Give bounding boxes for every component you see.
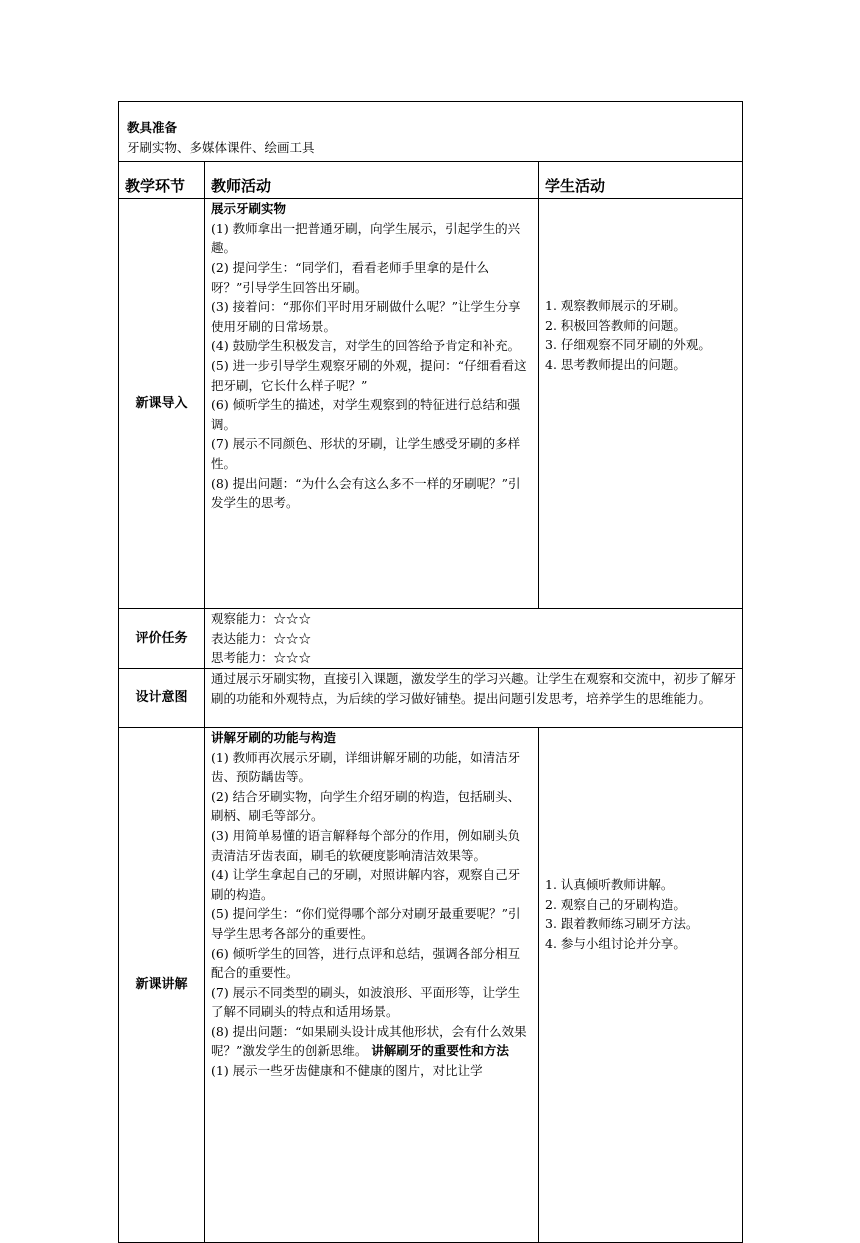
design-text: 通过展示牙刷实物，直接引入课题，激发学生的学习兴趣。让学生在观察和交流中，初步了解牙刷的功能和外观特点，为后续的学习做好铺垫。提出问题引发思考，培养学生的思维能力。 [211, 670, 737, 706]
lecture-teacher-item: (2) 结合牙刷实物，向学生介绍牙刷的构造，包括刷头、刷柄、刷毛等部分。 [211, 788, 521, 824]
lecture-label: 新课讲解 [119, 727, 205, 1242]
lecture-teacher-item: (4) 让学生拿起自己的牙刷，对照讲解内容，观察自己牙刷的构造。 [211, 867, 521, 902]
intro-teacher-item: (4) 鼓励学生积极发言，对学生的回答给予肯定和补充。 [211, 338, 521, 354]
design-cell [205, 668, 743, 727]
evaluation-cell [205, 609, 743, 669]
evaluation-row [119, 609, 743, 669]
intro-row [119, 199, 743, 609]
intro-teacher-item: (8) 提出问题：“为什么会有这么多不一样的牙刷呢？”引发学生的思考。 [211, 475, 521, 511]
header-row [119, 162, 743, 199]
intro-teacher-item: (6) 倾听学生的描述，对学生观察到的特征进行总结和强调。 [211, 397, 521, 432]
preparation-cell [119, 102, 743, 162]
intro-student-item: 2. 积极回答教师的问题。 [545, 317, 686, 333]
lecture-teacher-item: (6) 倾听学生的回答，进行点评和总结，强调各部分相互配合的重要性。 [211, 945, 521, 981]
design-row [119, 668, 743, 727]
intro-teacher-item: (1) 教师拿出一把普通牙刷，向学生展示，引起学生的兴趣。 [211, 220, 521, 256]
intro-student-item: 1. 观察教师展示的牙刷。 [545, 298, 686, 314]
intro-teacher-item: (5) 进一步引导学生观察牙刷的外观，提问：“仔细看看这把牙刷，它长什么样子呢？” [211, 357, 527, 393]
intro-teacher-cell [205, 199, 539, 609]
lecture-student-item: 1. 认真倾听教师讲解。 [545, 876, 674, 892]
intro-student-cell [539, 199, 743, 609]
evaluation-label: 评价任务 [119, 609, 205, 669]
intro-student-item: 4. 思考教师提出的问题。 [545, 356, 686, 372]
evaluation-item: 思考能力：☆☆☆ [211, 650, 312, 666]
lecture-student-cell [539, 727, 743, 1242]
lecture-teacher-cell [205, 727, 539, 1242]
intro-student-item: 3. 仔细观察不同牙刷的外观。 [545, 337, 711, 353]
lecture-student-item: 4. 参与小组讨论并分享。 [545, 935, 686, 951]
lecture-student-item: 2. 观察自己的牙刷构造。 [545, 896, 686, 912]
preparation-content: 牙刷实物、多媒体课件、绘画工具 [127, 139, 315, 155]
lecture-student-item: 3. 跟着教师练习刷牙方法。 [545, 916, 699, 932]
lecture-teacher-title: 讲解牙刷的功能与构造 [211, 729, 337, 745]
lecture-row [119, 727, 743, 1242]
evaluation-item: 表达能力：☆☆☆ [211, 630, 312, 646]
lecture-teacher-item: (1) 教师再次展示牙刷，详细讲解牙刷的功能，如清洁牙齿、预防龋齿等。 [211, 749, 521, 785]
preparation-title: 教具准备 [127, 120, 178, 135]
lecture-teacher-item: (1) 展示一些牙齿健康和不健康的图片，对比让学 [211, 1063, 483, 1079]
header-stage: 教学环节 [119, 162, 205, 199]
lesson-plan-table [118, 101, 743, 1243]
lecture-teacher-item: (8) 提出问题：“如果刷头设计成其他形状，会有什么效果呢？”激发学生的创新思维。 [211, 1023, 527, 1059]
lesson-plan-page [118, 101, 742, 1243]
evaluation-item: 观察能力：☆☆☆ [211, 611, 312, 627]
design-label: 设计意图 [119, 668, 205, 727]
lecture-teacher-item: (3) 用简单易懂的语言解释每个部分的作用，例如刷头负责清洁牙齿表面，刷毛的软硬度影响清洁效果等。 [211, 827, 521, 863]
lecture-teacher-item: (5) 提问学生：“你们觉得哪个部分对刷牙最重要呢？”引导学生思考各部分的重要性。 [211, 906, 521, 941]
header-student: 学生活动 [539, 162, 743, 199]
intro-teacher-title: 展示牙刷实物 [211, 201, 287, 217]
intro-teacher-item: (3) 接着问：“那你们平时用牙刷做什么呢？”让学生分享使用牙刷的日常场景。 [211, 299, 521, 334]
lecture-teacher-item: (7) 展示不同类型的刷头，如波浪形、平面形等，让学生了解不同刷头的特点和适用场景。 [211, 984, 521, 1020]
preparation-row [119, 102, 743, 162]
intro-teacher-item: (7) 展示不同颜色、形状的牙刷，让学生感受牙刷的多样性。 [211, 436, 521, 471]
header-teacher: 教师活动 [205, 162, 539, 199]
lecture-teacher-title2: 讲解刷牙的重要性和方法 [371, 1043, 509, 1059]
intro-teacher-item: (2) 提问学生：“同学们，看看老师手里拿的是什么呀？”引导学生回答出牙刷。 [211, 259, 490, 295]
intro-label: 新课导入 [119, 199, 205, 609]
